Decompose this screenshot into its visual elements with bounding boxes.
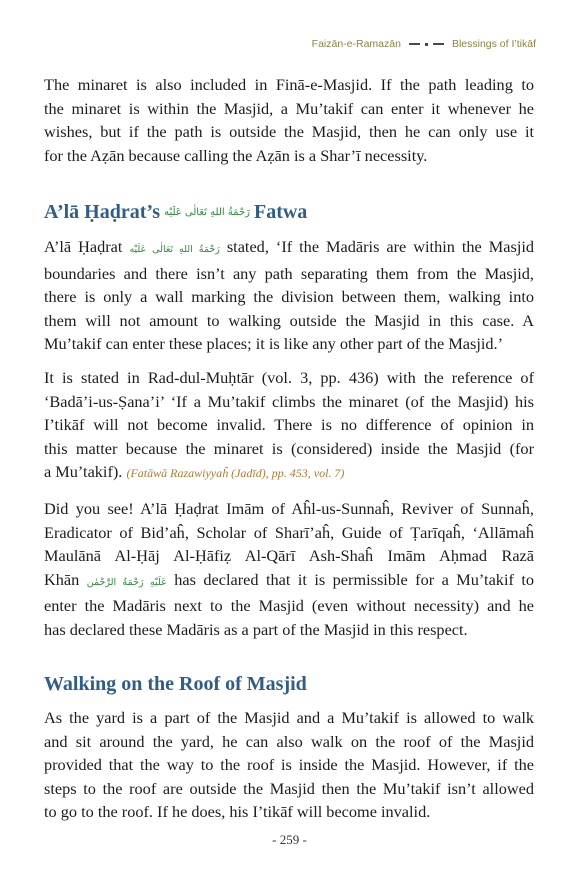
text-line: there is only a wall marking the division between them, walking into <box>44 287 534 307</box>
text-fragment: A’lā Ḥaḍrat <box>44 237 123 256</box>
text-line: Mu’takif can enter these places; it is like any other part of the Masjid.’ <box>44 334 504 354</box>
section-heading-roof: Walking on the Roof of Masjid <box>44 673 307 695</box>
text-line: The minaret is also included in Finā-e-Masjid. If the path leading to <box>44 75 534 94</box>
paragraph-radd-ul-muhtar <box>44 366 534 486</box>
text-line: them will not amount to walking outside the Masjid in this case. A <box>44 310 534 330</box>
text-fragment: has declared that it is permissible for a Mu’takif to <box>174 569 535 589</box>
running-header <box>312 38 536 50</box>
heading-suffix: Fatwa <box>253 201 308 223</box>
text-line: steps to the roof are outside the Masjid then the Mu’takif isn’t allowed <box>44 778 534 798</box>
paragraph-fatwa <box>44 235 534 356</box>
arabic-honorific: رَحْمَةُ اللهِ تَعَالٰی عَلَیْه <box>129 244 220 255</box>
text-line <box>44 460 534 486</box>
paragraph-did-you-see <box>44 497 534 642</box>
text-line: this matter because the minaret is (considered) inside the Masjid (for <box>44 438 534 458</box>
text-line: to go to the roof. If he does, his I’tikāf will become invalid. <box>44 802 431 822</box>
text-line: Eradicator of Bid’aĥ, Scholar of Sharī’aĥ, Guide of Ṭarīqaĥ, ‘Allāmaĥ <box>44 522 534 542</box>
heading-prefix: A’lā Ḥaḍrat’s <box>44 201 161 223</box>
text-line: I’tikāf will not become invalid. There is no difference of opinion in <box>44 415 534 435</box>
text-line: ‘Badā’i-us-Ṣana’i’ ‘If a Mu’takif climbs the minaret (of the Masjid) his <box>44 391 534 411</box>
text-line: enter the Madāris next to the Masjid (even without necessity) and he <box>44 596 534 616</box>
text-line: and sit around the yard, he can also walk on the roof of the Masjid <box>44 731 534 751</box>
text-line: boundaries and there isn’t any path separating them from the Masjid, <box>44 263 534 283</box>
chapter-title: Blessings of I’tikāf <box>451 38 536 50</box>
header-separator <box>409 43 444 46</box>
page-number: - 259 - <box>272 832 307 847</box>
text-line: It is stated in Rad-dul-Muḥtār (vol. 3, pp. 436) with the reference of <box>44 368 534 387</box>
text-line: As the yard is a part of the Masjid and a Mu’takif is allowed to walk <box>44 708 534 727</box>
paragraph-roof <box>44 706 534 824</box>
text-line: Did you see! A’lā Ḥaḍrat Imām of Aĥl-us-Sunnaĥ, Reviver of Sunnaĥ, <box>44 499 534 518</box>
text-line: the minaret is within the Masjid, a Mu’takif can enter it whenever he <box>44 98 534 118</box>
section-heading-fatwa <box>44 201 307 224</box>
text-line: Maulānā Al-Ḥāj Al-Ḥāfiẓ Al-Qārī Ash-Shaĥ Imām Aḥmad Razā <box>44 546 534 566</box>
text-line: provided that the way to the roof is inside the Masjid. However, if the <box>44 755 534 775</box>
text-line: wishes, but if the path is outside the Masjid, then he can only use it <box>44 122 534 142</box>
text-line: for the Aẓān because calling the Aẓān is a Shar’ī necessity. <box>44 145 428 165</box>
arabic-honorific: رَحْمَةُ اللهِ تَعَالٰی عَلَیْه <box>164 207 250 218</box>
text-fragment: stated, ‘If the Madāris are within the Masjid <box>226 237 535 256</box>
text-line <box>44 235 534 262</box>
citation-reference: (Fatāwā Razawiyyaĥ (Jadīd), pp. 453, vol. 7) <box>126 466 345 481</box>
text-fragment: a Mu’takif). <box>44 462 123 482</box>
paragraph-minaret <box>44 73 534 167</box>
text-fragment: Khān <box>44 569 80 589</box>
text-line <box>44 568 534 595</box>
arabic-honorific: عَلَیْهِ رَحْمَةُ الرَّحْمٰن <box>86 576 167 588</box>
text-line: has declared these Madāris as a part of the Masjid in this respect. <box>44 619 468 639</box>
book-title: Faizān-e-Ramazān <box>311 38 401 50</box>
